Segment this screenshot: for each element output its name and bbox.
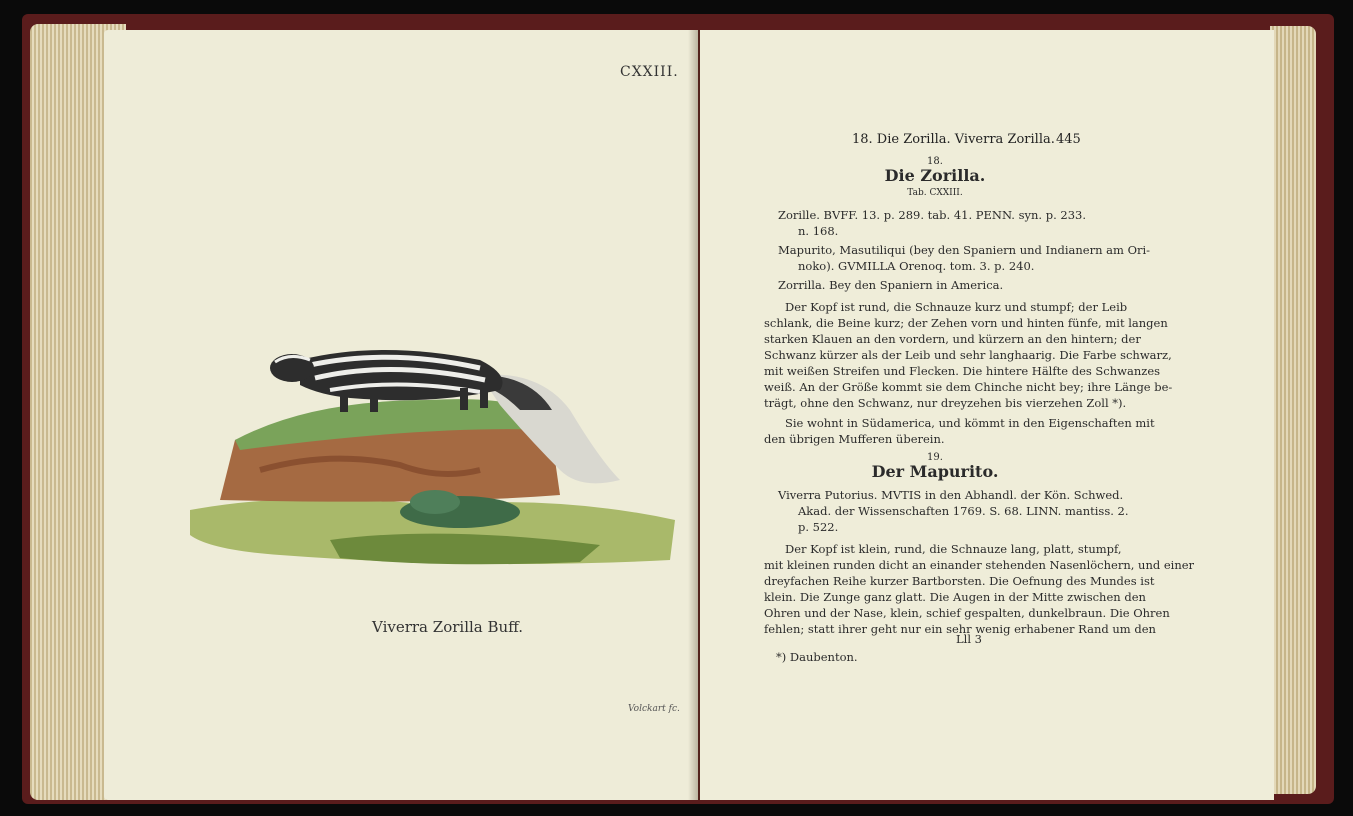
synonym-line: n. 168. [798,224,839,238]
synonym-line: Viverra Putorius. MVTIS in den Abhandl. der Kön. Schwed. [778,488,1124,502]
section-title: Der Mapurito. [871,462,999,481]
text-line: Schwanz kürzer als der Leib und sehr langhaarig. Die Farbe schwarz, [764,348,1172,362]
running-head: 18. Die Zorilla. Viverra Zorilla. [852,132,1055,147]
synonym-line: Zorrilla. Bey den Spaniern in America. [778,278,1004,292]
synonym-line: noko). GVMILLA Orenoq. tom. 3. p. 240. [798,259,1035,273]
footnote: *) Daubenton. [776,650,858,664]
text-line: fehlen; statt ihrer geht nur ein sehr wenig erhabener Rand um den [764,622,1156,636]
section-title: Die Zorilla. [884,166,986,185]
text-line: Der Kopf ist rund, die Schnauze kurz und stumpf; der Leib [785,300,1128,314]
page-edges-right [1270,26,1316,794]
plate-caption: Viverra Zorilla Buff. [372,618,524,636]
plate-reference: Tab. CXXIII. [907,188,963,198]
text-line: den übrigen Mufferen überein. [764,432,945,446]
section-number: 18. [927,156,943,167]
plate-number: CXXIII. [620,64,679,80]
text-line: Ohren und der Nase, klein, schief gespalten, dunkelbraun. Die Ohren [764,606,1170,620]
text-line: starken Klauen an den vordern, und kürzern an den hintern; der [764,332,1141,346]
engraver-credit: Volckart fc. [628,704,680,714]
synonym-line: Zorille. BVFF. 13. p. 289. tab. 41. PENN. syn. p. 233. [778,208,1086,222]
text-line: Der Kopf ist klein, rund, die Schnauze lang, platt, stumpf, [785,542,1122,556]
text-line: weiß. An der Größe kommt sie dem Chinche nicht bey; ihre Länge be- [764,380,1173,394]
synonym-line: Akad. der Wissenschaften 1769. S. 68. LINN. mantiss. 2. [798,504,1129,518]
text-line: mit kleinen runden dicht an einander stehenden Nasenlöchern, und einer [764,558,1195,572]
synonym-line: Mapurito, Masutiliqui (bey den Spaniern und Indianern am Ori- [778,243,1151,257]
text-line: Sie wohnt in Südamerica, und kömmt in den Eigenschaften mit [785,416,1155,430]
text-line: mit weißen Streifen und Flecken. Die hintere Hälfte des Schwanzes [764,364,1161,378]
text-line: trägt, ohne den Schwanz, nur dreyzehen bis vierzehen Zoll *). [764,396,1127,410]
text-line: schlank, die Beine kurz; der Zehen vorn und hinten fünfe, mit langen [764,316,1168,330]
zorilla-illustration [180,330,680,570]
synonym-line: p. 522. [798,520,839,534]
text-line: dreyfachen Reihe kurzer Bartborsten. Die Oefnung des Mundes ist [764,574,1155,588]
page-number: 445 [1056,132,1081,147]
text-line: klein. Die Zunge ganz glatt. Die Augen in der Mitte zwischen den [764,590,1146,604]
section-number: 19. [927,452,943,463]
signature-mark: Lll 3 [956,632,982,646]
